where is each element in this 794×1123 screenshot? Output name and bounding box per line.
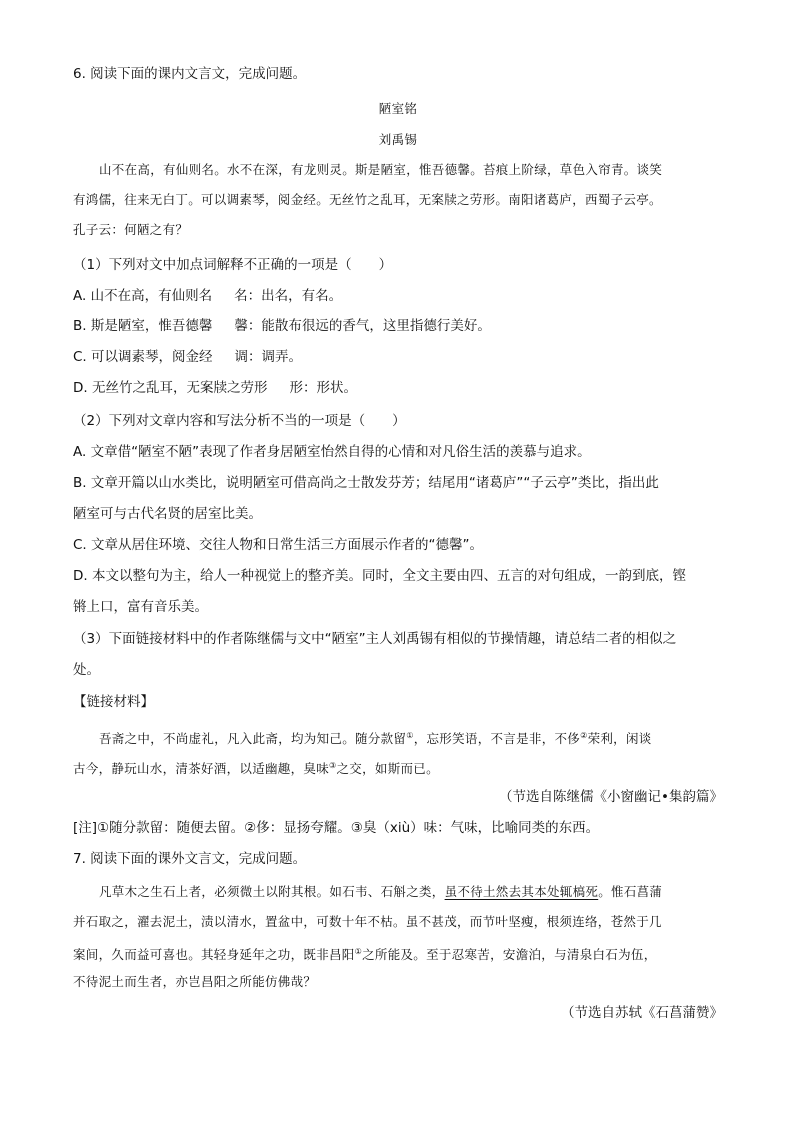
option-text: C. 可以调素琴，阅金经 [73, 349, 213, 365]
link-material-line [73, 726, 723, 749]
option-text: A. 山不在高，有仙则名 [73, 288, 213, 304]
q7-text: 。惟石菖蒲 [598, 884, 663, 899]
option-a [73, 286, 723, 306]
link-text: 之交，如斯而已。 [336, 761, 439, 777]
link-material-source: （节选自陈继儒《小窗幽记•集韵篇》 [499, 789, 723, 805]
sub-question-3-line: （3）下面链接材料中的作者陈继儒与文中“陋室”主人刘禹锡有相似的节操情趣，请总结二者的相似之 [73, 631, 677, 647]
option-note: 名：出名，有名。 [234, 288, 343, 304]
link-text: 荣利，闲谈 [587, 731, 652, 747]
sub-question-2-stem: （2）下列对文章内容和写法分析不当的一项是（ ） [73, 413, 406, 429]
link-material-line [73, 756, 723, 779]
footnote-marker: ② [580, 731, 588, 740]
sub-question-3-line: 处。 [73, 662, 100, 678]
q7-source: （节选自苏轼《石菖蒲赞》 [561, 1005, 723, 1021]
footnote-marker: ③ [329, 761, 337, 770]
option-note: 形：形状。 [289, 380, 357, 396]
link-text: 吾斋之中，不尚虚礼，凡入此斋，均为知己。随分款留 [99, 731, 407, 747]
poem-author: 刘禹锡 [378, 132, 418, 147]
sub2-line: 陋室可与古代名贤的居室比美。 [73, 506, 262, 522]
q7-text: 之所能及。至于忍寒苦，安澹泊，与清泉白石为伍， [362, 947, 657, 963]
option-c [73, 347, 723, 367]
q7-text: 案间，久而益可喜也。其轻身延年之功，既非昌阳 [73, 947, 355, 963]
footnotes: [注]①随分款留：随便去留。②侈：显扬夸耀。③臭（xiù）味：气味，比喻同类的东西。 [73, 820, 600, 836]
q7-text-line [73, 882, 723, 902]
q7-text: 凡草木之生石上者，必须微土以附其根。如石韦、石斛之类， [99, 884, 445, 899]
option-note: 馨：能散布很远的香气，这里指德行美好。 [234, 318, 491, 334]
option-b [73, 316, 723, 336]
link-material-heading: 【链接材料】 [73, 694, 154, 710]
sub2-line: D. 本文以整句为主，给人一种视觉上的整齐美。同时，全文主要由四、五言的对句组成，一韵到底，铿 [73, 568, 686, 584]
footnote-marker: ① [354, 947, 363, 956]
sub2-line: B. 文章开篇以山水类比，说明陋室可借高尚之士散发芬芳；结尾用“诸葛庐”“子云亭”类比，指出此 [73, 475, 659, 491]
question-7-title: 7. 阅读下面的课外文言文，完成问题。 [73, 851, 307, 867]
classical-text-line: 山不在高，有仙则名。水不在深，有龙则灵。斯是陋室，惟吾德馨。苔痕上阶绿，草色入帘青。谈笑 [99, 162, 663, 177]
classical-text-line: 孔子云：何陋之有？ [73, 222, 189, 237]
footnote-marker: ① [406, 731, 414, 740]
option-note: 调：调弄。 [234, 349, 303, 365]
option-d [73, 378, 723, 398]
sub2-line: 锵上口，富有音乐美。 [73, 599, 208, 615]
sub-question-1-stem: （1）下列对文中加点词解释不正确的一项是（ ） [73, 257, 393, 273]
classical-text-line: 有鸿儒，往来无白丁。可以调素琴，阅金经。无丝竹之乱耳，无案牍之劳形。南阳诸葛庐，西蜀子云亭。 [73, 192, 662, 207]
sub2-line: A. 文章借“陋室不陋”表现了作者身居陋室怡然自得的心情和对凡俗生活的羡慕与追求。 [73, 444, 591, 460]
q7-text-line: 不待泥土而生者，亦岂昌阳之所能仿佛哉？ [73, 974, 317, 989]
option-text: B. 斯是陋室，惟吾德馨 [73, 318, 213, 334]
link-text: 古今，静玩山水，清茶好酒，以适幽趣，臭味 [73, 761, 330, 777]
underlined-sentence: 虽不待土然去其本处辄槁死 [444, 884, 599, 899]
question-6-title: 6. 阅读下面的课内文言文，完成问题。 [73, 66, 307, 82]
q7-text-line [73, 942, 723, 965]
link-text: ，忘形笑语，不言是非，不侈 [413, 731, 581, 747]
sub2-line: C. 文章从居住环境、交往人物和日常生活三方面展示作者的“德馨”。 [73, 537, 483, 553]
poem-title: 陋室铭 [378, 101, 418, 116]
option-text: D. 无丝竹之乱耳，无案牍之劳形 [73, 380, 268, 396]
q7-text-line: 并石取之，濯去泥土，渍以清水，置盆中，可数十年不枯。虽不甚茂，而节叶坚瘦，根须连络，苍然于几 [73, 914, 662, 929]
